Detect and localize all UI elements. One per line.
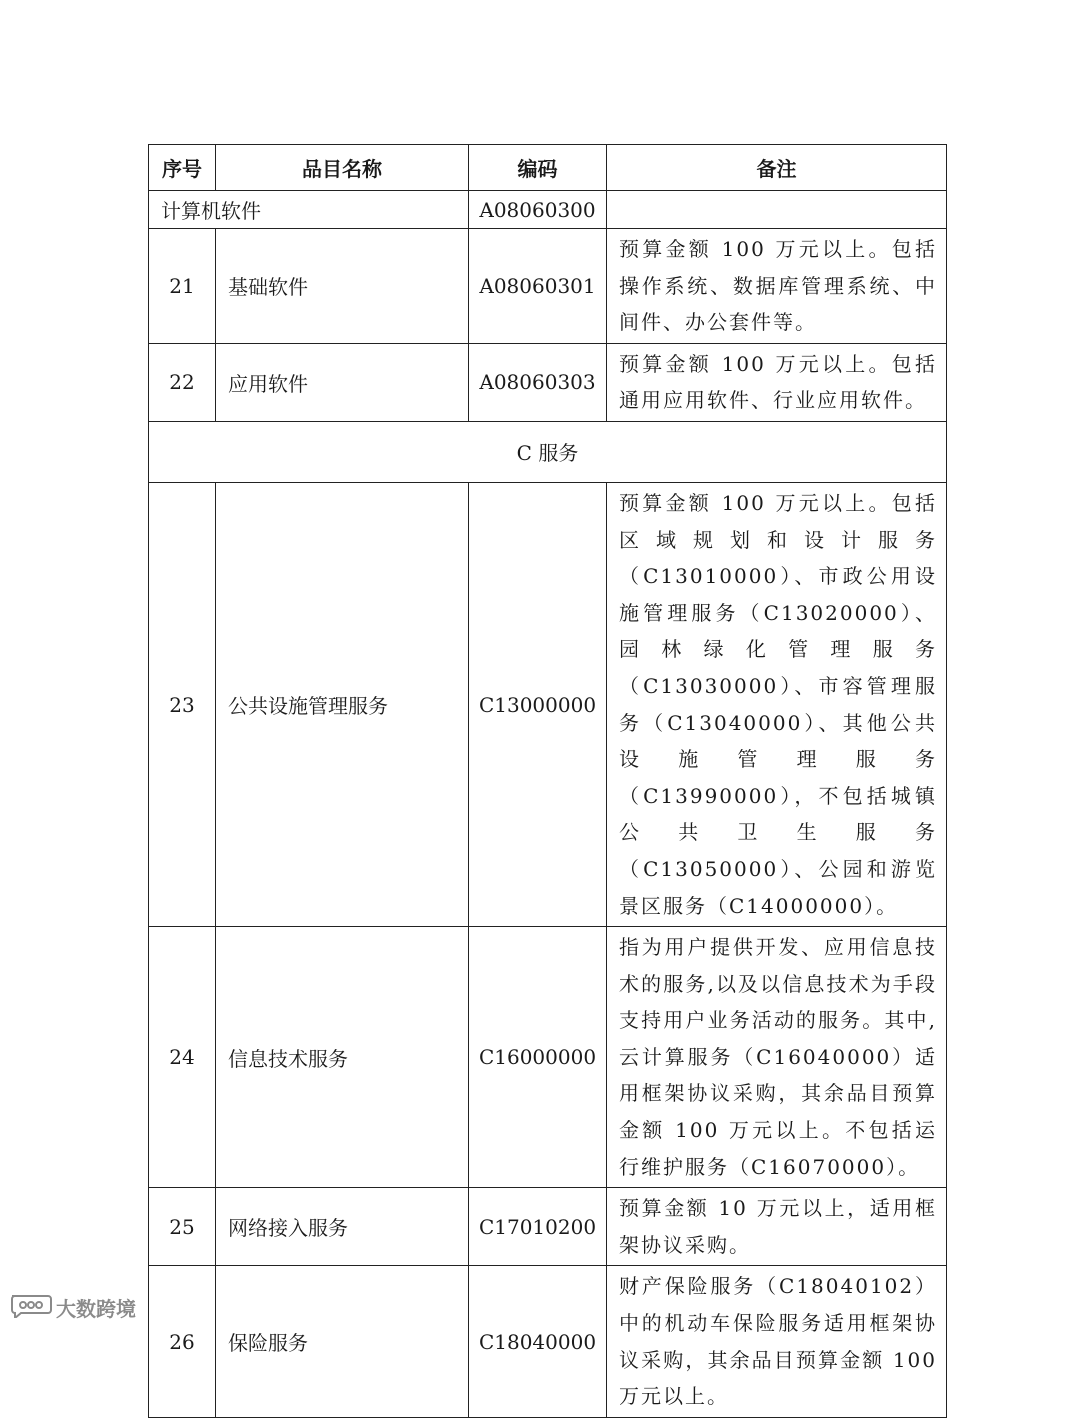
group-note bbox=[607, 191, 947, 229]
table-row bbox=[149, 343, 947, 421]
table-row bbox=[149, 229, 947, 344]
row-note: 预算金额 100 万元以上。包括通用应用软件、行业应用软件。 bbox=[607, 343, 947, 421]
row-no: 23 bbox=[149, 482, 216, 926]
catalog-table bbox=[148, 144, 947, 1418]
header-no: 序号 bbox=[149, 145, 216, 191]
table-row bbox=[149, 482, 947, 926]
row-no: 26 bbox=[149, 1266, 216, 1417]
group-row bbox=[149, 191, 947, 229]
row-code: A08060301 bbox=[469, 229, 607, 344]
section-title: C 服务 bbox=[149, 421, 947, 482]
row-note: 预算金额 10 万元以上，适用框架协议采购。 bbox=[607, 1188, 947, 1266]
row-name: 应用软件 bbox=[216, 343, 469, 421]
group-name: 计算机软件 bbox=[149, 191, 469, 229]
table-row bbox=[149, 1188, 947, 1266]
row-no: 24 bbox=[149, 927, 216, 1188]
watermark bbox=[8, 1290, 136, 1324]
row-code: A08060303 bbox=[469, 343, 607, 421]
group-code: A08060300 bbox=[469, 191, 607, 229]
row-name: 网络接入服务 bbox=[216, 1188, 469, 1266]
row-code: C16000000 bbox=[469, 927, 607, 1188]
row-note: 预算金额 100 万元以上。包括区域规划和设计服务（C13010000）、市政公用设施管理服务（C13020000）、园林绿化管理服务（C13030000）、市容管理服务（C13040000）、其他公共设施管理服务（C13990000），不包括城镇公共卫生服务（C13050000）、公园和游览景区服务（C14000000）。 bbox=[607, 482, 947, 926]
row-name: 基础软件 bbox=[216, 229, 469, 344]
header-code: 编码 bbox=[469, 145, 607, 191]
table-row bbox=[149, 927, 947, 1188]
row-note: 指为用户提供开发、应用信息技术的服务,以及以信息技术为手段支持用户业务活动的服务。其中,云计算服务（C16040000）适用框架协议采购，其余品目预算金额 100 万元以上。不包括运行维护服务（C16070000）。 bbox=[607, 927, 947, 1188]
row-code: C13000000 bbox=[469, 482, 607, 926]
row-note: 财产保险服务（C18040102）中的机动车保险服务适用框架协议采购，其余品目预算金额 100 万元以上。 bbox=[607, 1266, 947, 1417]
header-note: 备注 bbox=[607, 145, 947, 191]
row-code: C18040000 bbox=[469, 1266, 607, 1417]
table-header-row bbox=[149, 145, 947, 191]
row-name: 保险服务 bbox=[216, 1266, 469, 1417]
row-no: 21 bbox=[149, 229, 216, 344]
row-name: 信息技术服务 bbox=[216, 927, 469, 1188]
speech-bubble-logo-icon bbox=[8, 1290, 52, 1324]
row-no: 25 bbox=[149, 1188, 216, 1266]
watermark-text: 大数跨境 bbox=[56, 1298, 136, 1321]
row-note: 预算金额 100 万元以上。包括操作系统、数据库管理系统、中间件、办公套件等。 bbox=[607, 229, 947, 344]
header-name: 品目名称 bbox=[216, 145, 469, 191]
section-row bbox=[149, 421, 947, 482]
row-no: 22 bbox=[149, 343, 216, 421]
row-code: C17010200 bbox=[469, 1188, 607, 1266]
row-name: 公共设施管理服务 bbox=[216, 482, 469, 926]
table-row bbox=[149, 1266, 947, 1417]
